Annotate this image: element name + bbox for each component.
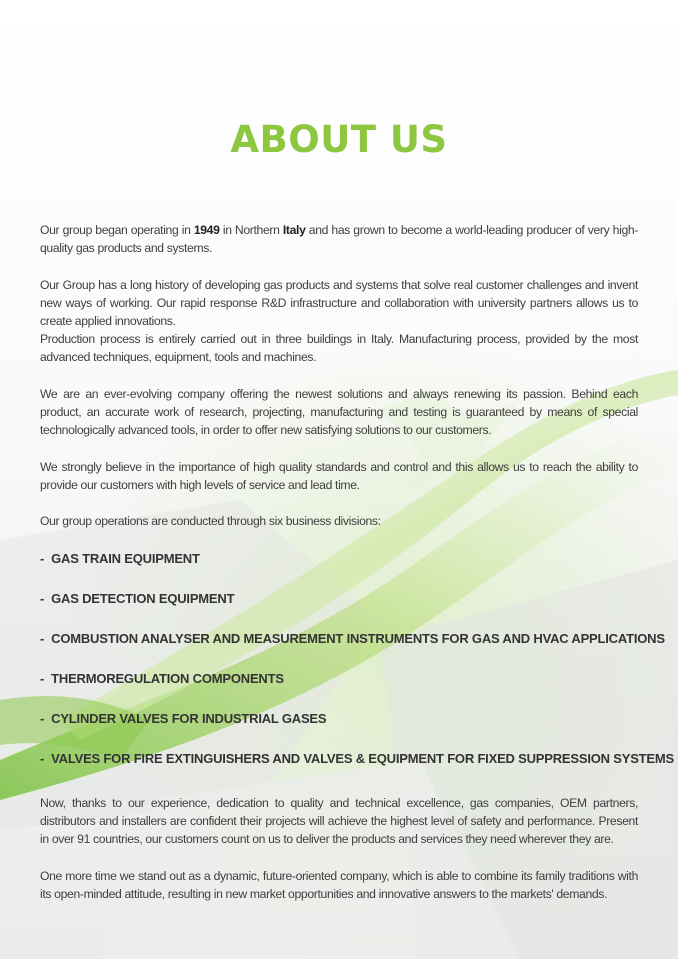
division-label: VALVES FOR FIRE EXTINGUISHERS AND VALVES & EQUIPMENT FOR FIXED SUPPRESSION SYSTEMS	[51, 751, 674, 766]
closing-paragraph-1: Now, thanks to our experience, dedication to quality and technical excellence, gas companies, OEM partners, distributors and installers are confident their projects will achieve the highest level of safety and performance. Present in over 91 countries, our customers count on us to deliver the products and services they need wherever they are.	[40, 796, 638, 846]
division-item	[40, 591, 638, 606]
page-title: ABOUT US	[230, 118, 448, 161]
division-label: GAS TRAIN EQUIPMENT	[51, 551, 200, 566]
text-span: and has grown to become a world-leading producer of very high-quality gas products and systems.	[40, 223, 639, 255]
intro-paragraph-5: We strongly believe in the importance of high quality standards and control and this allows us to reach the ability to provide our customers with high levels of service and lead time.	[40, 460, 638, 492]
division-label: CYLINDER VALVES FOR INDUSTRIAL GASES	[51, 711, 327, 726]
division-label: THERMOREGULATION COMPONENTS	[51, 671, 284, 686]
intro-paragraph-2: Our Group has a long history of developing gas products and systems that solve real customer challenges and invent new ways of working. Our rapid response R&D infrastructure and collaboration with university partners allows us to create applied innovations.	[40, 278, 638, 328]
intro-paragraph-1	[40, 221, 638, 257]
division-item	[40, 751, 674, 766]
text-span: Our group began operating in	[40, 223, 194, 237]
intro-paragraph-6: Our group operations are conducted through six business divisions:	[40, 514, 381, 528]
division-item	[40, 551, 638, 566]
division-label: COMBUSTION ANALYSER AND MEASUREMENT INSTRUMENTS FOR GAS AND HVAC APPLICATIONS	[51, 631, 665, 646]
list-dash: -	[40, 631, 45, 646]
division-item	[40, 711, 638, 726]
intro-paragraph-3: Production process is entirely carried out in three buildings in Italy. Manufacturing process, provided by the most advanced techniques, equipment, tools and machines.	[40, 332, 638, 364]
list-dash: -	[40, 591, 45, 606]
division-item	[40, 671, 638, 686]
division-item	[40, 631, 665, 646]
intro-paragraph-4: We are an ever-evolving company offering the newest solutions and always renewing its passion. Behind each product, an accurate work of research, projecting, manufacturing and testing is guaranteed by means of special technologically advanced tools, in order to offer new satisfying solutions to our customers.	[40, 387, 638, 437]
list-dash: -	[40, 711, 45, 726]
text-span: in Northern	[219, 223, 283, 237]
list-dash: -	[40, 671, 45, 686]
country-name: Italy	[282, 223, 306, 237]
founding-year: 1949	[193, 223, 220, 237]
list-dash: -	[40, 551, 45, 566]
closing-paragraph-2: One more time we stand out as a dynamic, future-oriented company, which is able to combine its family traditions with its open-minded attitude, resulting in new market opportunities and innovative answers to the markets' demands.	[40, 869, 638, 901]
list-dash: -	[40, 751, 45, 766]
division-label: GAS DETECTION EQUIPMENT	[51, 591, 235, 606]
